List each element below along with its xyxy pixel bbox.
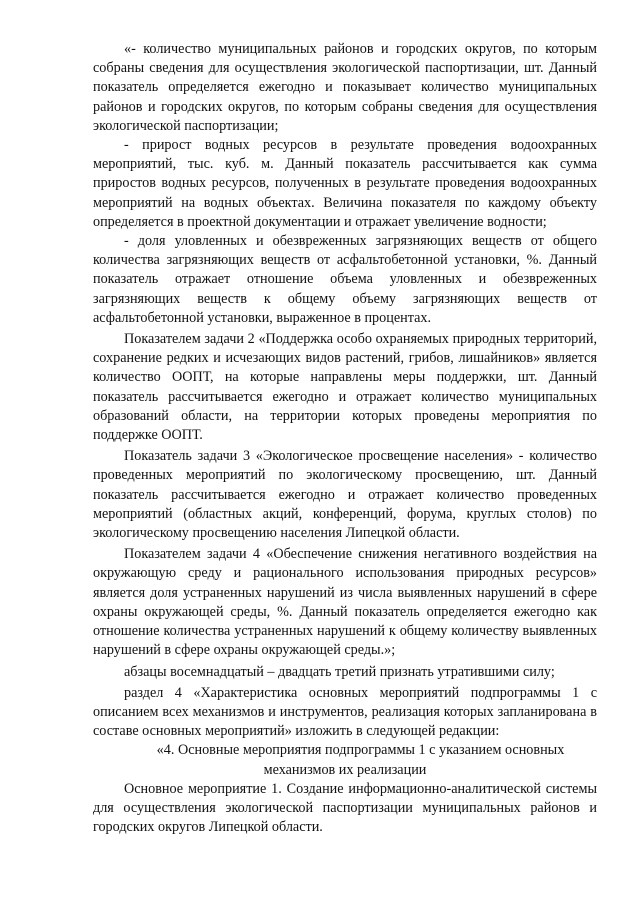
paragraph-passportization-indicator: «- количество муниципальных районов и городских округов, по которым собраны сведения для осуществления экологической паспортизации, шт. Данный показатель определяется ежегодно и показывает количество муниципальных районов и городских округов, по которым собраны сведения для осуществления экологической паспортизации; xyxy=(93,41,597,134)
section-heading-line-2: механизмов их реализации xyxy=(263,761,427,778)
paragraph-water-resources-indicator: - прирост водных ресурсов в результате проведения водоохранных мероприятий, тыс. куб. м. Данный показатель рассчитывается как сумма приростов водных ресурсов, полученных в результате проведения водоохранных мероприятий на водных объектах. Величина показателя по каждому объекту определяется в проектной документации и отражает увеличение водности; xyxy=(93,137,597,230)
section-heading xyxy=(93,741,597,779)
paragraph-task-4-indicator: Показателем задачи 4 «Обеспечение снижения негативного воздействия на окружающую среду и рационального использования природных ресурсов» является доля устраненных нарушений из числа выявленных нарушений в сфере охраны окружающей среды, %. Данный показатель определяется ежегодно как отношение количества устраненных нарушений к общему количеству выявленных нарушений в сфере охраны окружающей среды.»; xyxy=(93,546,597,659)
paragraph-main-activity-1: Основное мероприятие 1. Создание информационно-аналитической системы для осуществления экологической паспортизации муниципальных районов и городских округов Липецкой области. xyxy=(93,780,597,836)
document-page xyxy=(93,40,597,837)
paragraph-pollutants-indicator: - доля уловленных и обезвреженных загрязняющих веществ от общего количества загрязняющих веществ от асфальтобетонной установки, %. Данный показатель отражает отношение объема уловленных и обезвреженных загрязняющих веществ к общему объему загрязняющих веществ от асфальтобетонной установки, выраженное в процентах. xyxy=(93,233,597,326)
section-heading-line-1: «4. Основные мероприятия подпрограммы 1 с указанием основных xyxy=(156,742,565,759)
paragraph-section-4-amendment: раздел 4 «Характеристика основных мероприятий подпрограммы 1 с описанием всех механизмов и инструментов, реализация которых запланирована в составе основных мероприятий» изложить в следующей редакции: xyxy=(93,684,597,740)
paragraph-repeal-clauses: абзацы восемнадцатый – двадцать третий признать утратившими силу; xyxy=(124,663,555,680)
paragraph-task-2-indicator: Показателем задачи 2 «Поддержка особо охраняемых природных территорий, сохранение редких и исчезающих видов растений, грибов, лишайников» является количество ООПТ, на которые направлены меры поддержки, шт. Данный показатель рассчитывается ежегодно и отражает количество муниципальных образований области, на территории которых проведены мероприятия по поддержке ООПТ. xyxy=(93,331,597,444)
paragraph-task-3-indicator: Показатель задачи 3 «Экологическое просвещение населения» - количество проведенных мероприятий по экологическому просвещению, шт. Данный показатель рассчитывается ежегодно и отражает количество проведенных мероприятий (областных акций, конференций, форума, круглых столов) по экологическому просвещению населения Липецкой области. xyxy=(93,448,597,542)
